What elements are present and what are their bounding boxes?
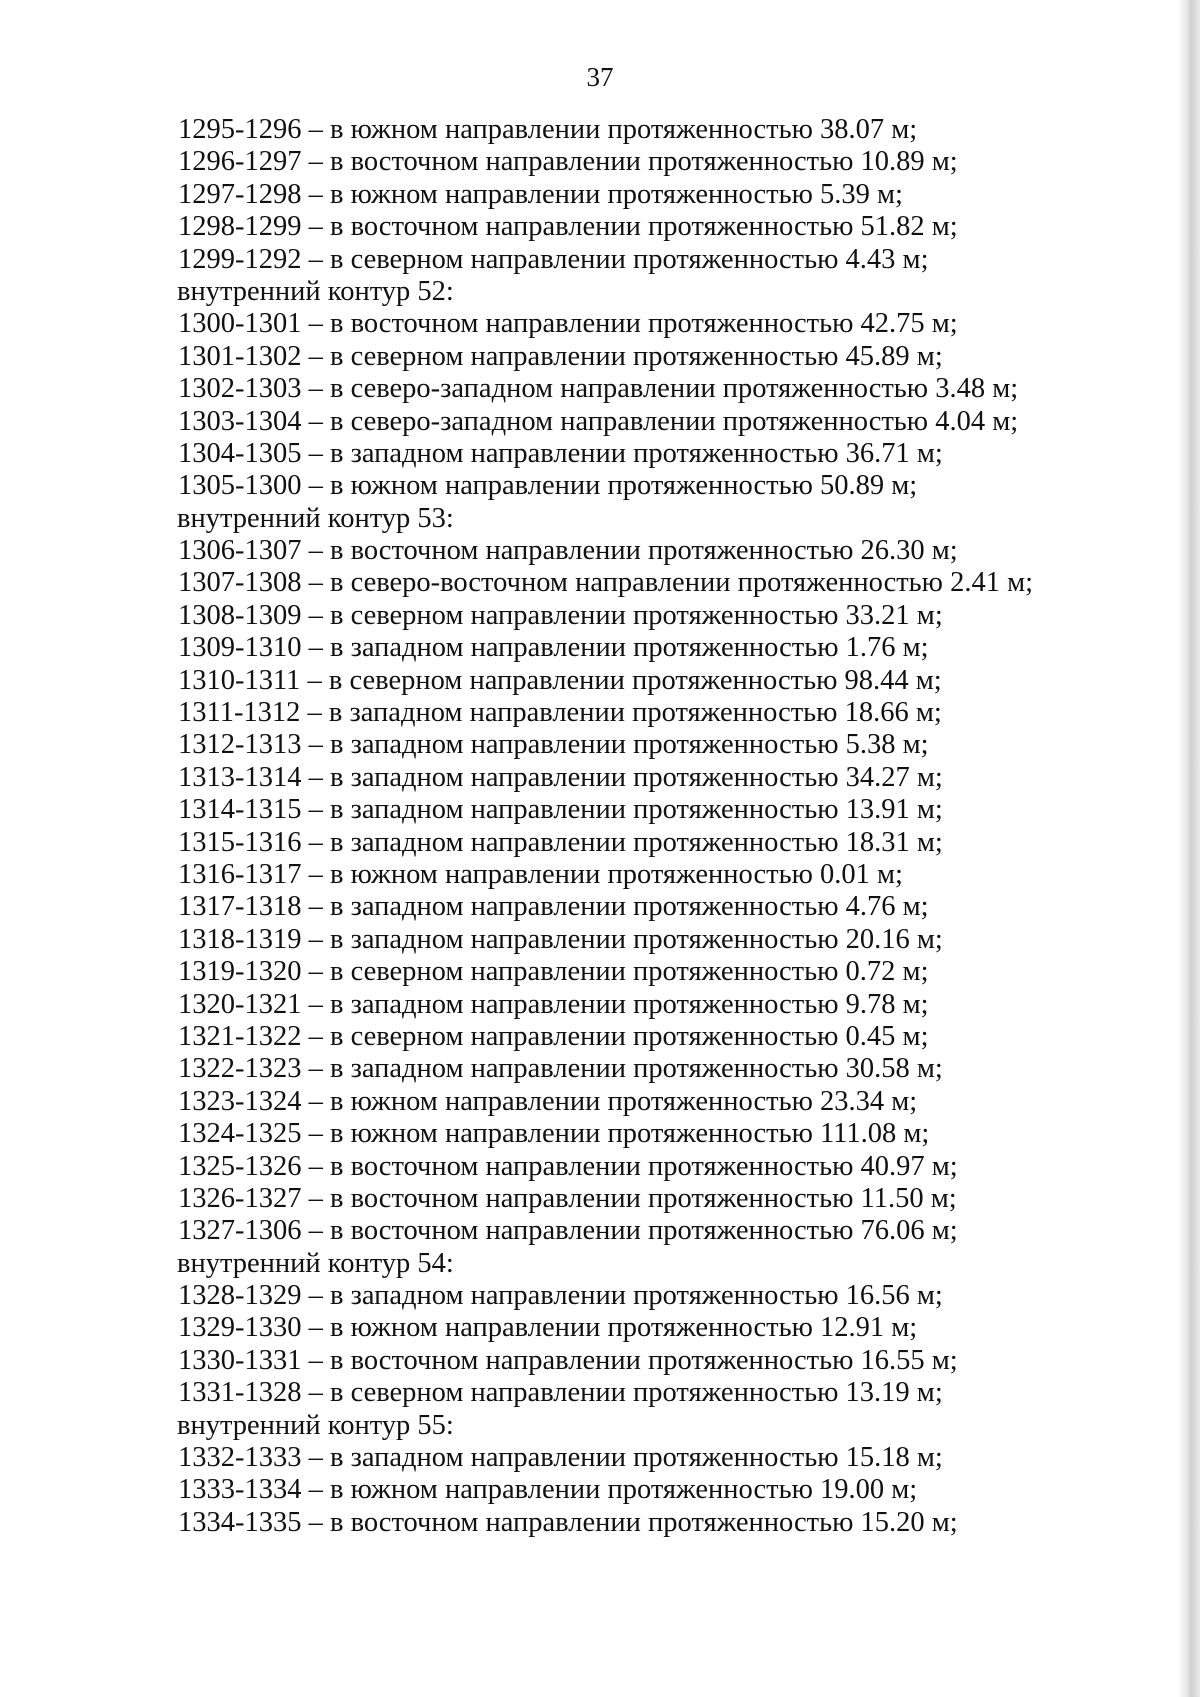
boundary-segment-line: 1322-1323 – в западном направлении протяженностью 30.58 м; [178,1053,943,1085]
boundary-segment-line: 1325-1326 – в восточном направлении протяженностью 40.97 м; [178,1150,958,1182]
boundary-segment-line: 1323-1324 – в южном направлении протяженностью 23.34 м; [178,1085,918,1117]
boundary-segment-line: 1297-1298 – в южном направлении протяженностью 5.39 м; [178,178,903,210]
boundary-segment-line: 1326-1327 – в восточном направлении протяженностью 11.50 м; [178,1182,957,1214]
boundary-description-list [178,114,1138,1539]
boundary-segment-line: 1310-1311 – в северном направлении протяженностью 98.44 м; [178,664,942,696]
boundary-segment-line: 1333-1334 – в южном направлении протяженностью 19.00 м; [178,1474,918,1506]
boundary-segment-line: 1315-1316 – в западном направлении протяженностью 18.31 м; [178,826,943,858]
boundary-segment-line: 1316-1317 – в южном направлении протяженностью 0.01 м; [178,858,903,890]
boundary-segment-line: 1302-1303 – в северо-западном направлении протяженностью 3.48 м; [178,373,1019,405]
boundary-segment-line: 1304-1305 – в западном направлении протяженностью 36.71 м; [178,437,943,469]
boundary-segment-line: 1318-1319 – в западном направлении протяженностью 20.16 м; [178,923,943,955]
boundary-segment-line: 1321-1322 – в северном направлении протяженностью 0.45 м; [178,1020,929,1052]
contour-heading: внутренний контур 55: [177,1409,454,1441]
boundary-segment-line: 1314-1315 – в западном направлении протяженностью 13.91 м; [178,794,943,826]
boundary-segment-line: 1313-1314 – в западном направлении протяженностью 34.27 м; [178,761,943,793]
scan-edge-shadow [1178,0,1200,1697]
boundary-segment-line: 1305-1300 – в южном направлении протяженностью 50.89 м; [178,470,918,502]
boundary-segment-line: 1298-1299 – в восточном направлении протяженностью 51.82 м; [178,211,958,243]
boundary-segment-line: 1308-1309 – в северном направлении протяженностью 33.21 м; [178,599,943,631]
boundary-segment-line: 1312-1313 – в западном направлении протяженностью 5.38 м; [178,729,929,761]
boundary-segment-line: 1311-1312 – в западном направлении протяженностью 18.66 м; [178,697,942,729]
boundary-segment-line: 1303-1304 – в северо-западном направлении протяженностью 4.04 м; [178,405,1019,437]
boundary-segment-line: 1300-1301 – в восточном направлении протяженностью 42.75 м; [178,308,958,340]
boundary-segment-line: 1327-1306 – в восточном направлении протяженностью 76.06 м; [178,1215,958,1247]
boundary-segment-line: 1334-1335 – в восточном направлении протяженностью 15.20 м; [178,1506,958,1538]
boundary-segment-line: 1299-1292 – в северном направлении протяженностью 4.43 м; [178,243,929,275]
boundary-segment-line: 1301-1302 – в северном направлении протяженностью 45.89 м; [178,340,943,372]
page-number: 37 [586,62,614,92]
boundary-segment-line: 1319-1320 – в северном направлении протяженностью 0.72 м; [178,956,929,988]
boundary-segment-line: 1329-1330 – в южном направлении протяженностью 12.91 м; [178,1312,918,1344]
boundary-segment-line: 1306-1307 – в восточном направлении протяженностью 26.30 м; [178,535,958,567]
boundary-segment-line: 1320-1321 – в западном направлении протяженностью 9.78 м; [178,988,929,1020]
boundary-segment-line: 1307-1308 – в северо-восточном направлении протяженностью 2.41 м; [178,567,1034,599]
boundary-segment-line: 1309-1310 – в западном направлении протяженностью 1.76 м; [178,632,929,664]
boundary-segment-line: 1331-1328 – в северном направлении протяженностью 13.19 м; [178,1377,943,1409]
contour-heading: внутренний контур 54: [177,1247,454,1279]
boundary-segment-line: 1295-1296 – в южном направлении протяженностью 38.07 м; [178,114,918,145]
boundary-segment-line: 1330-1331 – в восточном направлении протяженностью 16.55 м; [178,1344,958,1376]
boundary-segment-line: 1328-1329 – в западном направлении протяженностью 16.56 м; [178,1280,943,1312]
boundary-segment-line: 1317-1318 – в западном направлении протяженностью 4.76 м; [178,891,929,923]
boundary-segment-line: 1332-1333 – в западном направлении протяженностью 15.18 м; [178,1442,943,1474]
contour-heading: внутренний контур 53: [177,502,454,534]
contour-heading: внутренний контур 52: [177,275,454,307]
boundary-segment-line: 1324-1325 – в южном направлении протяженностью 111.08 м; [178,1118,930,1150]
boundary-segment-line: 1296-1297 – в восточном направлении протяженностью 10.89 м; [178,146,958,178]
